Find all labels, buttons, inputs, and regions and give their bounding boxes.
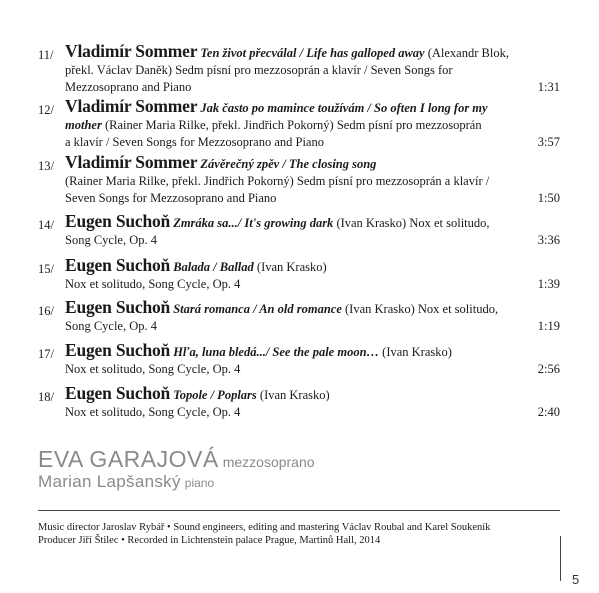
- track-duration: 2:40: [537, 405, 560, 419]
- track-11: [38, 43, 560, 96]
- track-13: [38, 154, 560, 207]
- track-details: a klavír / Seven Songs for Mezzosoprano and Piano: [65, 135, 324, 149]
- credits-line: Music director Jaroslav Rybář • Sound engineers, editing and mastering Václav Roubal and Karel Soukeník: [38, 522, 491, 533]
- work-title: Topole / Poplars: [173, 388, 257, 402]
- credits-line: Producer Jiří Štilec • Recorded in Lichtenstein palace Prague, Martinů Hall, 2014: [38, 535, 381, 546]
- track-number: 12/: [38, 103, 54, 117]
- singer-name: EVA GARAJOVÁ: [38, 446, 219, 472]
- track-details: (Ivan Krasko): [259, 388, 330, 402]
- track-number: 11/: [38, 48, 54, 62]
- track-details: Song Cycle, Op. 4: [65, 233, 158, 247]
- page-number: 5: [572, 572, 580, 587]
- track-details: Song Cycle, Op. 4: [65, 319, 158, 333]
- track-number: 16/: [38, 304, 54, 318]
- production-credits: [38, 521, 560, 547]
- track-details: (Ivan Krasko) Nox et solitudo,: [345, 302, 499, 316]
- track-details: Nox et solitudo, Song Cycle, Op. 4: [65, 362, 241, 376]
- track-details: Mezzosoprano and Piano: [65, 80, 192, 94]
- track-duration: 1:50: [537, 191, 560, 205]
- work-title: Stará romanca / An old romance: [173, 302, 342, 316]
- composer-name: Vladimír Sommer: [65, 152, 198, 172]
- work-title: mother: [65, 118, 102, 132]
- track-number: 18/: [38, 390, 54, 404]
- track-details: Nox et solitudo, Song Cycle, Op. 4: [65, 405, 241, 419]
- work-title: Jak často po mamince toužívám / So often I long for my: [200, 101, 488, 115]
- composer-name: Eugen Suchoň: [65, 297, 171, 317]
- track-number: 13/: [38, 159, 54, 173]
- track-number: 17/: [38, 347, 54, 361]
- track-15: [38, 257, 560, 293]
- pianist-credit: [38, 472, 214, 492]
- track-details: překl. Václav Daněk) Sedm písní pro mezzosoprán a klavír / Seven Songs for: [65, 63, 453, 77]
- track-details: Nox et solitudo, Song Cycle, Op. 4: [65, 277, 241, 291]
- work-title: Závěrečný zpěv / The closing song: [200, 157, 377, 171]
- track-12: [38, 98, 560, 151]
- track-details: (Ivan Krasko): [382, 345, 452, 359]
- work-title: Ten život přecválal / Life has galloped away: [200, 46, 425, 60]
- track-details: (Rainer Maria Rilke, překl. Jindřich Pokorný) Sedm písní pro mezzosoprán: [104, 118, 482, 132]
- singer-role: mezzosoprano: [222, 454, 315, 470]
- track-18: [38, 385, 560, 421]
- work-title: Zmráka sa.../ It's growing dark: [173, 216, 334, 230]
- page-divider: [560, 536, 561, 581]
- track-details: (Rainer Maria Rilke, překl. Jindřich Pokorný) Sedm písní pro mezzosoprán a klavír /: [65, 174, 490, 188]
- track-duration: 3:36: [537, 233, 560, 247]
- work-title: Hľa, luna bledá.../ See the pale moon…: [173, 345, 380, 359]
- work-title: Balada / Ballad: [173, 260, 254, 274]
- track-17: [38, 342, 560, 378]
- composer-name: Eugen Suchoň: [65, 255, 171, 275]
- track-details: (Ivan Krasko): [256, 260, 327, 274]
- composer-name: Eugen Suchoň: [65, 340, 171, 360]
- track-details: Seven Songs for Mezzosoprano and Piano: [65, 191, 277, 205]
- track-number: 14/: [38, 218, 54, 232]
- composer-name: Vladimír Sommer: [65, 96, 198, 116]
- track-duration: 1:31: [537, 80, 560, 94]
- track-details: (Alexandr Blok,: [427, 46, 509, 60]
- track-16: [38, 299, 560, 335]
- track-duration: 1:39: [537, 277, 560, 291]
- pianist-name: Marian Lapšanský: [38, 472, 181, 491]
- track-details: (Ivan Krasko) Nox et solitudo,: [336, 216, 490, 230]
- divider: [38, 510, 560, 511]
- composer-name: Eugen Suchoň: [65, 211, 171, 231]
- track-14: [38, 213, 560, 249]
- pianist-role: piano: [184, 476, 215, 490]
- track-duration: 1:19: [537, 319, 560, 333]
- singer-credit: [38, 446, 315, 473]
- track-duration: 3:57: [537, 135, 560, 149]
- track-duration: 2:56: [537, 362, 560, 376]
- composer-name: Eugen Suchoň: [65, 383, 171, 403]
- composer-name: Vladimír Sommer: [65, 41, 198, 61]
- track-number: 15/: [38, 262, 54, 276]
